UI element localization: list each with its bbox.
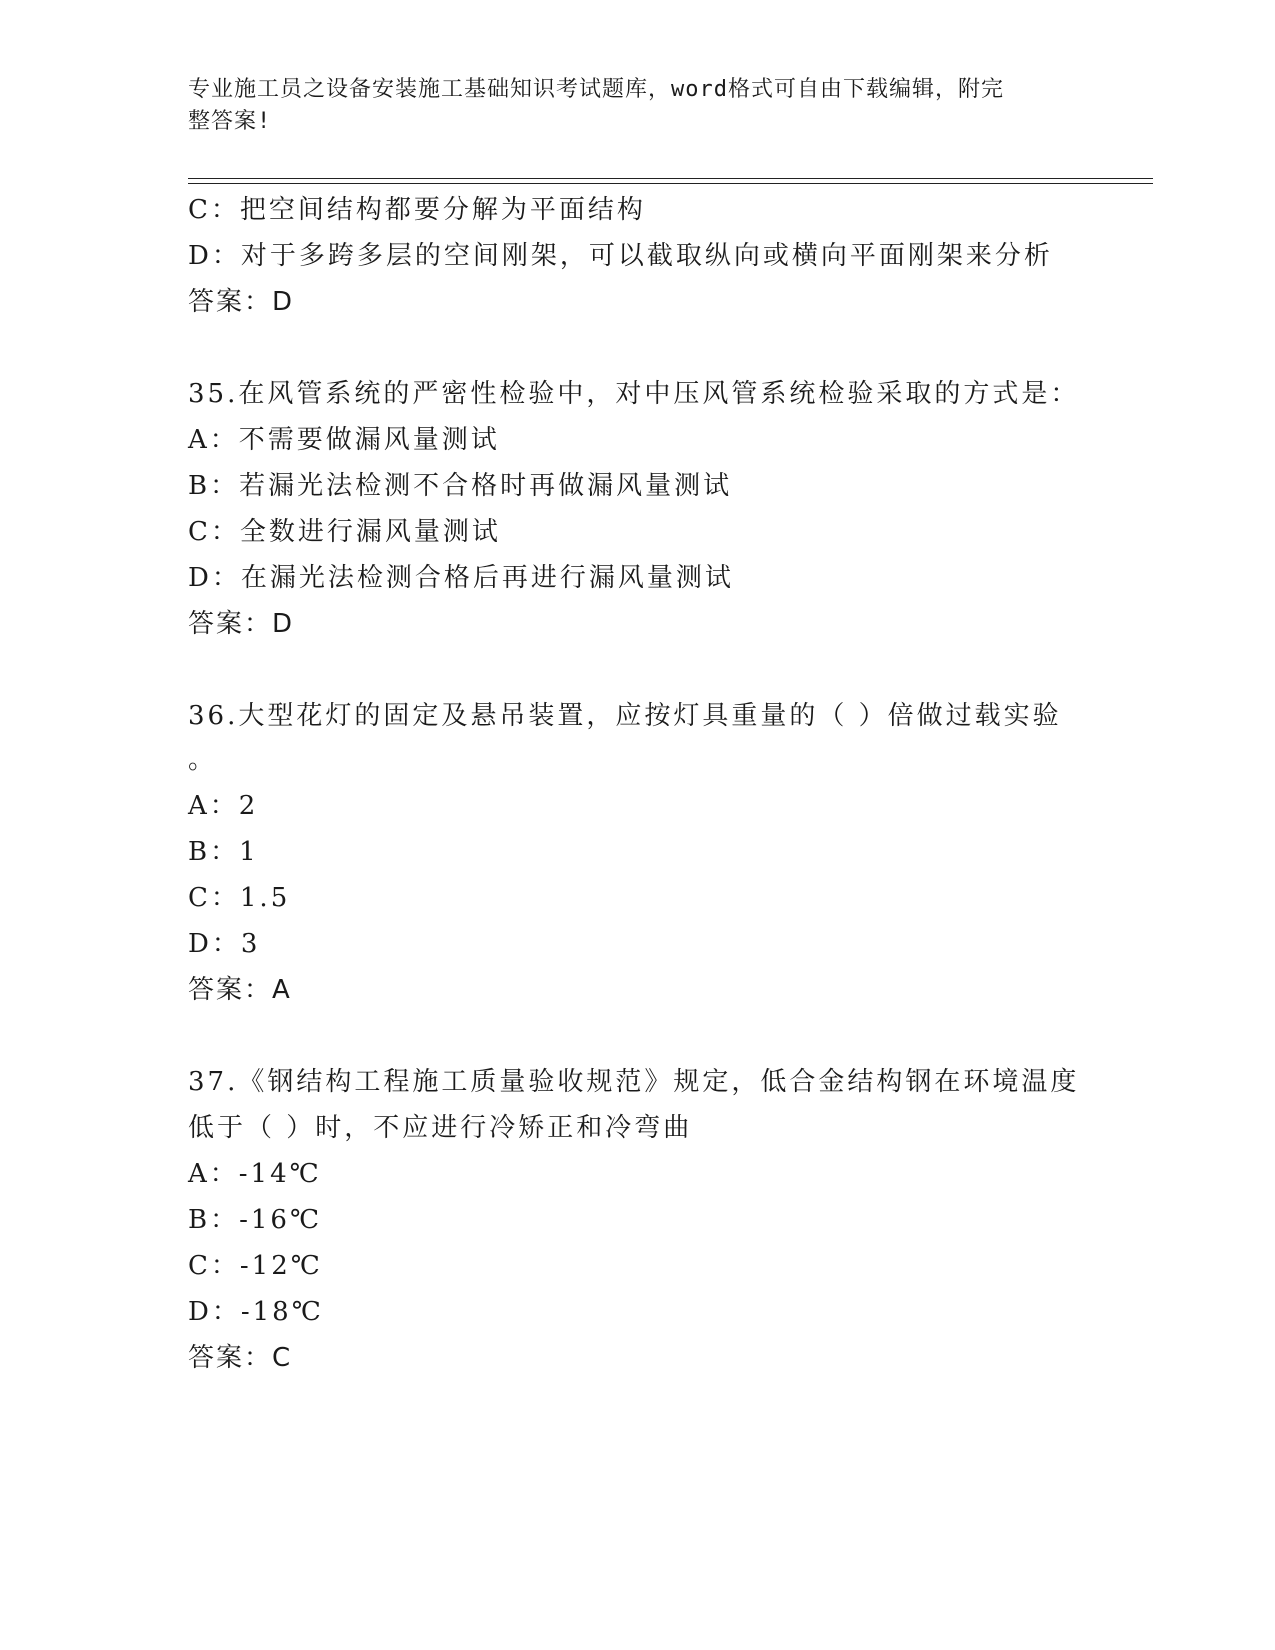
q37-option-a: A：-14℃ [188, 1159, 322, 1189]
q34-option-d: D：对于多跨多层的空间刚架，可以截取纵向或横向平面刚架来分析 [188, 241, 1053, 271]
q36-option-a: A：2 [188, 791, 259, 821]
q36-answer: 答案：A [188, 975, 292, 1005]
q35-option-d: D：在漏光法检测合格后再进行漏风量测试 [188, 563, 734, 593]
q35-option-a: A：不需要做漏风量测试 [188, 425, 500, 455]
q36-option-c: C：1.5 [188, 883, 291, 913]
q37-stem-line-2: 低于（ ）时，不应进行冷矫正和冷弯曲 [188, 1113, 693, 1143]
q37-answer: 答案：C [188, 1343, 293, 1373]
header-divider-bottom [188, 183, 1153, 184]
header-line-1: 专业施工员之设备安装施工基础知识考试题库，word格式可自由下载编辑，附完 [188, 77, 1004, 102]
q36-option-b: B：1 [188, 837, 259, 867]
q34-option-c: C：把空间结构都要分解为平面结构 [188, 195, 646, 225]
document-header [188, 74, 1068, 138]
q36-option-d: D：3 [188, 929, 261, 959]
q36-stem-line-1: 36.大型花灯的固定及悬吊装置，应按灯具重量的（ ）倍做过载实验 [188, 701, 1062, 731]
q35-option-c: C：全数进行漏风量测试 [188, 517, 501, 547]
q34-answer: 答案：D [188, 287, 295, 317]
header-divider-top [188, 178, 1153, 179]
q35-answer: 答案：D [188, 609, 295, 639]
q37-stem-line-1: 37.《钢结构工程施工质量验收规范》规定，低合金结构钢在环境温度 [188, 1067, 1080, 1097]
q37-option-d: D：-18℃ [188, 1297, 324, 1327]
q36-stem-line-2: 。 [188, 745, 218, 775]
q37-option-b: B：-16℃ [188, 1205, 323, 1235]
q35-stem: 35.在风管系统的严密性检验中，对中压风管系统检验采取的方式是： [188, 379, 1080, 409]
header-line-2: 整答案! [188, 109, 272, 134]
q35-option-b: B：若漏光法检测不合格时再做漏风量测试 [188, 471, 733, 501]
q37-option-c: C：-12℃ [188, 1251, 323, 1281]
